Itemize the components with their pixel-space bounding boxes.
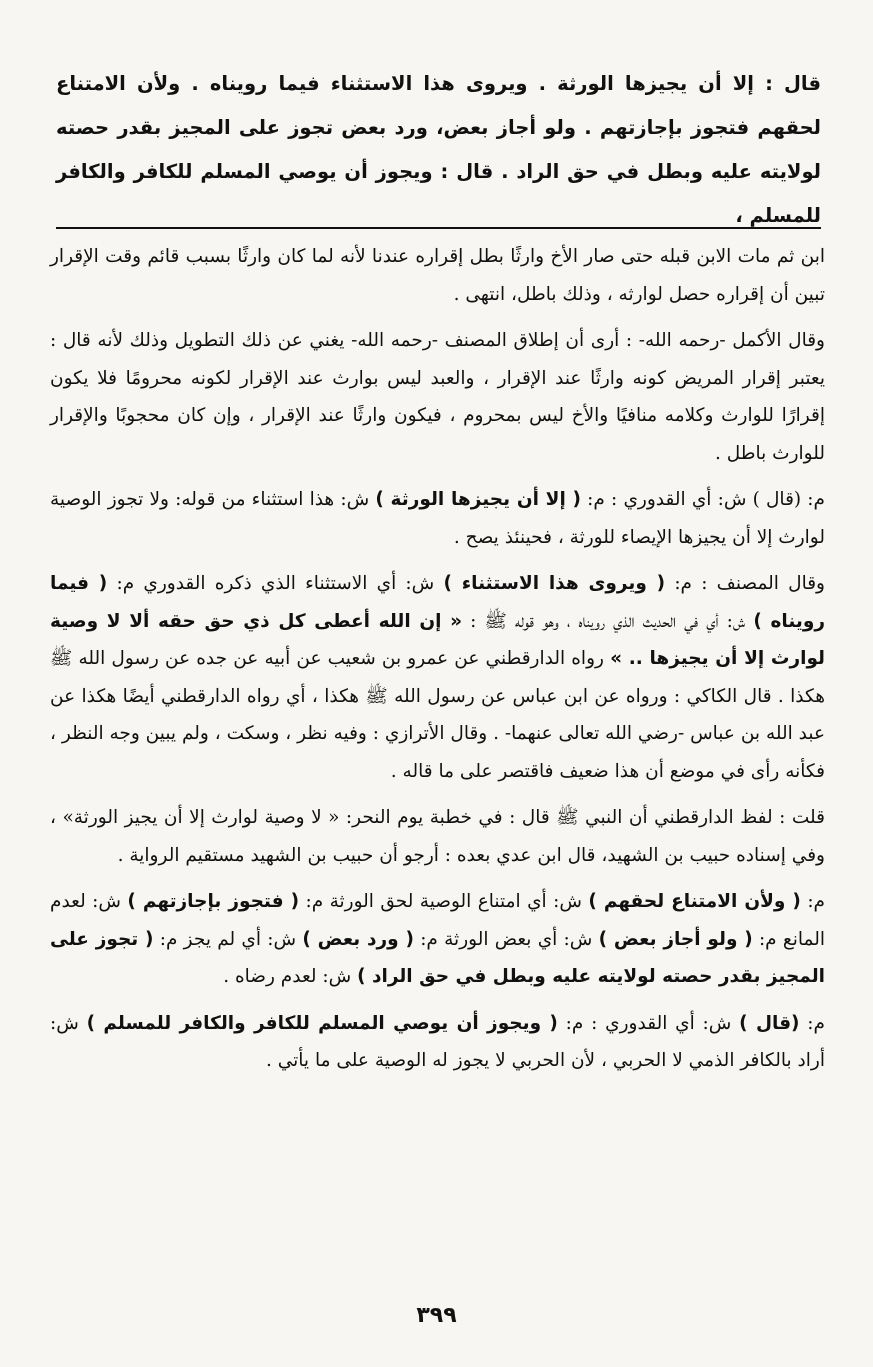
paragraph-text: ش: لعدم المانع م: (50, 891, 825, 950)
paragraph-text: ش: أي بعض الورثة م: (413, 928, 599, 950)
paragraph-text: م: (قال ) ش: أي القدوري : م: (581, 489, 825, 510)
quoted-matn: ( ولأن الامتناع لحقهم ) (588, 891, 801, 912)
main-text-block (56, 62, 821, 238)
commentary-paragraph (50, 565, 825, 790)
paragraph-text: وقال المصنف : م: (665, 573, 825, 594)
hadith-quote: « إن الله أعطى كل ذي حق حقه ألا لا وصية لوارث إلا أن يجيزها .. » (50, 610, 825, 669)
paragraph-text: ش: أي الاستثناء الذي ذكره القدوري م: (107, 573, 444, 594)
paragraph-text: ش: هذا استثناء من قوله: ولا تجوز الوصية لوارث إلا أن يجيزها الإيصاء للورثة ، فحينئذ يصح . (50, 489, 825, 548)
commentary-paragraph (50, 883, 825, 996)
paragraph-text: ش: أي امتناع الوصية لحق الورثة م: (299, 891, 589, 912)
quoted-matn: ( ورد بعض ) (302, 928, 414, 950)
paragraph-text: رواه الدارقطني عن عمرو بن شعيب عن أبيه عن جده عن رسول الله ﷺ هكذا . قال الكاكي : ورواه عن ابن عباس عن رسول الله ﷺ هكذا ، أي رواه الدارقطني أيضًا هكذا عن عبد الله بن عباس -رضي الله تعالى عنهما- . وقال الأترازي : وفيه نظر ، وسكت ، ولم يبين وجه النظر ، فكأنه رأى في موضع أن هذا ضعيف فاقتصر على ما قاله . (50, 648, 825, 782)
commentary-block (50, 238, 825, 1089)
commentary-paragraph: ابن ثم مات الابن قبله حتى صار الأخ وارثًا بطل إقراره عندنا لأنه لما كان وارثًا بسبب قائم وقت الإقرار تبين أن إقراره حصل لوارثه ، وذلك باطل، انتهى . (50, 246, 825, 305)
commentary-paragraph (50, 481, 825, 556)
commentary-paragraph: وقال الأكمل -رحمه الله- : أرى أن إطلاق المصنف -رحمه الله- يغني عن ذلك التطويل وذلك لأنه قال : يعتبر إقرار المريض كونه وارثًا عند الإقرار ، والعبد ليس بوارث عند الإقرار لكونه محرومًا فلا يكون إقرارًا للوارث وكلامه منافيًا والأخ ليس بمحروم ، فيكون وارثًا عند الإقرار ، وإن كان محجوبًا والإقرار للوارث باطل . (50, 330, 825, 464)
quoted-matn: ( ولو أجاز بعض ) (598, 928, 753, 950)
page-number: ٣٩٩ (416, 1303, 457, 1328)
quoted-matn: ( ويجوز أن يوصي المسلم للكافر والكافر للمسلم ) (86, 1012, 558, 1034)
quoted-matn: ( ويروى هذا الاستثناء ) (443, 573, 666, 594)
paragraph-text: م: (800, 891, 826, 912)
commentary-paragraph: قلت : لفظ الدارقطني أن النبي ﷺ قال : في خطبة يوم النحر: « لا وصية لوارث إلا أن يجيز الورثة» ، وفي إسناده حبيب بن الشهيد، قال ابن عدي بعده : أرجو أن حبيب بن الشهيد مستقيم الرواية . (50, 807, 825, 866)
quoted-matn: ( إلا أن يجيزها الورثة ) (375, 489, 581, 510)
paragraph-text: ش: أي لم يجز م: (153, 928, 303, 950)
paragraph-text: ش: أراد بالكافر الذمي لا الحربي ، لأن الحربي لا يجوز له الوصية على ما يأتي . (50, 1012, 825, 1071)
main-text-line: بإجازتهم . ولو أجاز بعض، ورد بعض تجوز على المجيز بقدر حصته لولايته عليه وبطل في حق (56, 116, 821, 183)
quoted-matn: (قال ) (739, 1012, 800, 1034)
quoted-matn: ( فيما رويناه ) (50, 573, 825, 632)
main-text-line: قال : إلا أن يجيزها الورثة . ويروى هذا الاستثناء فيما رويناه . ولأن الامتناع لحقهم فتجوز (56, 72, 821, 139)
quoted-matn: ( فتجوز بإجازتهم ) (127, 891, 300, 912)
main-text-line: الراد . قال : ويجوز أن يوصي المسلم للكافر والكافر للمسلم ، (56, 160, 821, 227)
commentary-paragraph (50, 1005, 825, 1080)
paragraph-text: ش: أي القدوري : م: (557, 1012, 740, 1034)
quoted-matn: ( تجوز على المجيز بقدر حصته لولايته عليه وبطل في حق الراد ) (50, 928, 825, 987)
paragraph-text: ش: أي في الحديث الذي رويناه ، وهو قوله ﷺ : (462, 610, 754, 632)
paragraph-text: م: (799, 1012, 825, 1034)
paragraph-text: ش: لعدم رضاه . (223, 966, 358, 987)
separator-rule (56, 227, 821, 229)
